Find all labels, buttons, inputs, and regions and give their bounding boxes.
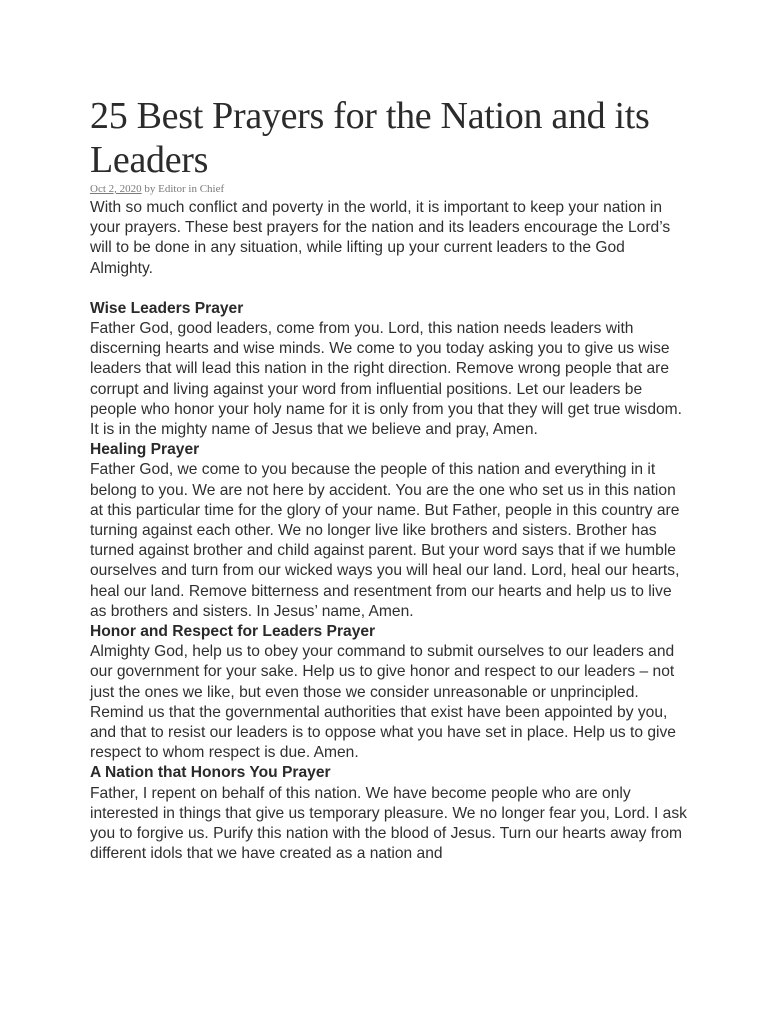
- article-date-link[interactable]: Oct 2, 2020: [90, 183, 142, 195]
- section-body-wise-leaders: Father God, good leaders, come from you. Lord, this nation needs leaders with discerning hearts and wise minds. We come to you today asking you to give us wise leaders that will lead this nation in the right direction. Remove wrong people that are corrupt and living against your word from influential positions. Let our leaders be people who honor your holy name for it is only from you that they will get true wisdom. It is in the mighty name of Jesus that we believe and pray, Amen.: [90, 320, 682, 439]
- section-body-healing: Father God, we come to you because the people of this nation and everything in it belong to you. We are not here by accident. You are the one who set us in this nation at this particular time for the glory of your name. But Father, people in this country are turning against each other. We no longer live like brothers and sisters. Brother has turned against brother and child against parent. But your word says that if we humble ourselves and turn from our wicked ways you will heal our land. Lord, heal our hearts, heal our land. Remove bitterness and resentment from our hearts and help us to live as brothers and sisters. In Jesus’ name, Amen.: [90, 461, 680, 620]
- article-title: 25 Best Prayers for the Nation and its Leaders: [90, 95, 650, 181]
- section-heading-nation-honors: A Nation that Honors You Prayer: [90, 764, 331, 782]
- section-heading-wise-leaders: Wise Leaders Prayer: [90, 299, 244, 317]
- section-heading-honor-respect: Honor and Respect for Leaders Prayer: [90, 623, 376, 641]
- section-body-honor-respect: Almighty God, help us to obey your command to submit ourselves to our leaders and our government for your sake. Help us to give honor and respect to our leaders – not just the ones we like, but even those we consider unreasonable or unprincipled. Remind us that the governmental authorities that exist have been appointed by you, and that to resist our leaders is to oppose what you have set in place. Help us to give respect to whom respect is due. Amen.: [90, 643, 676, 762]
- article-meta: [90, 183, 224, 195]
- article-intro: With so much conflict and poverty in the world, it is important to keep your nation in your prayers. These best prayers for the nation and its leaders encourage the Lord’s will to be done in any situation, while lifting up your current leaders to the God Almighty.: [90, 199, 671, 277]
- article-author: Editor in Chief: [158, 183, 225, 195]
- section-heading-healing: Healing Prayer: [90, 441, 200, 459]
- section-body-nation-honors: Father, I repent on behalf of this nation. We have become people who are only interested in things that give us temporary pleasure. We no longer fear you, Lord. I ask you to forgive us. Purify this nation with the blood of Jesus. Turn our hearts away from different idols that we have created as a nation and: [90, 784, 687, 863]
- byline-prefix: by: [144, 183, 156, 195]
- article-body: [90, 198, 690, 865]
